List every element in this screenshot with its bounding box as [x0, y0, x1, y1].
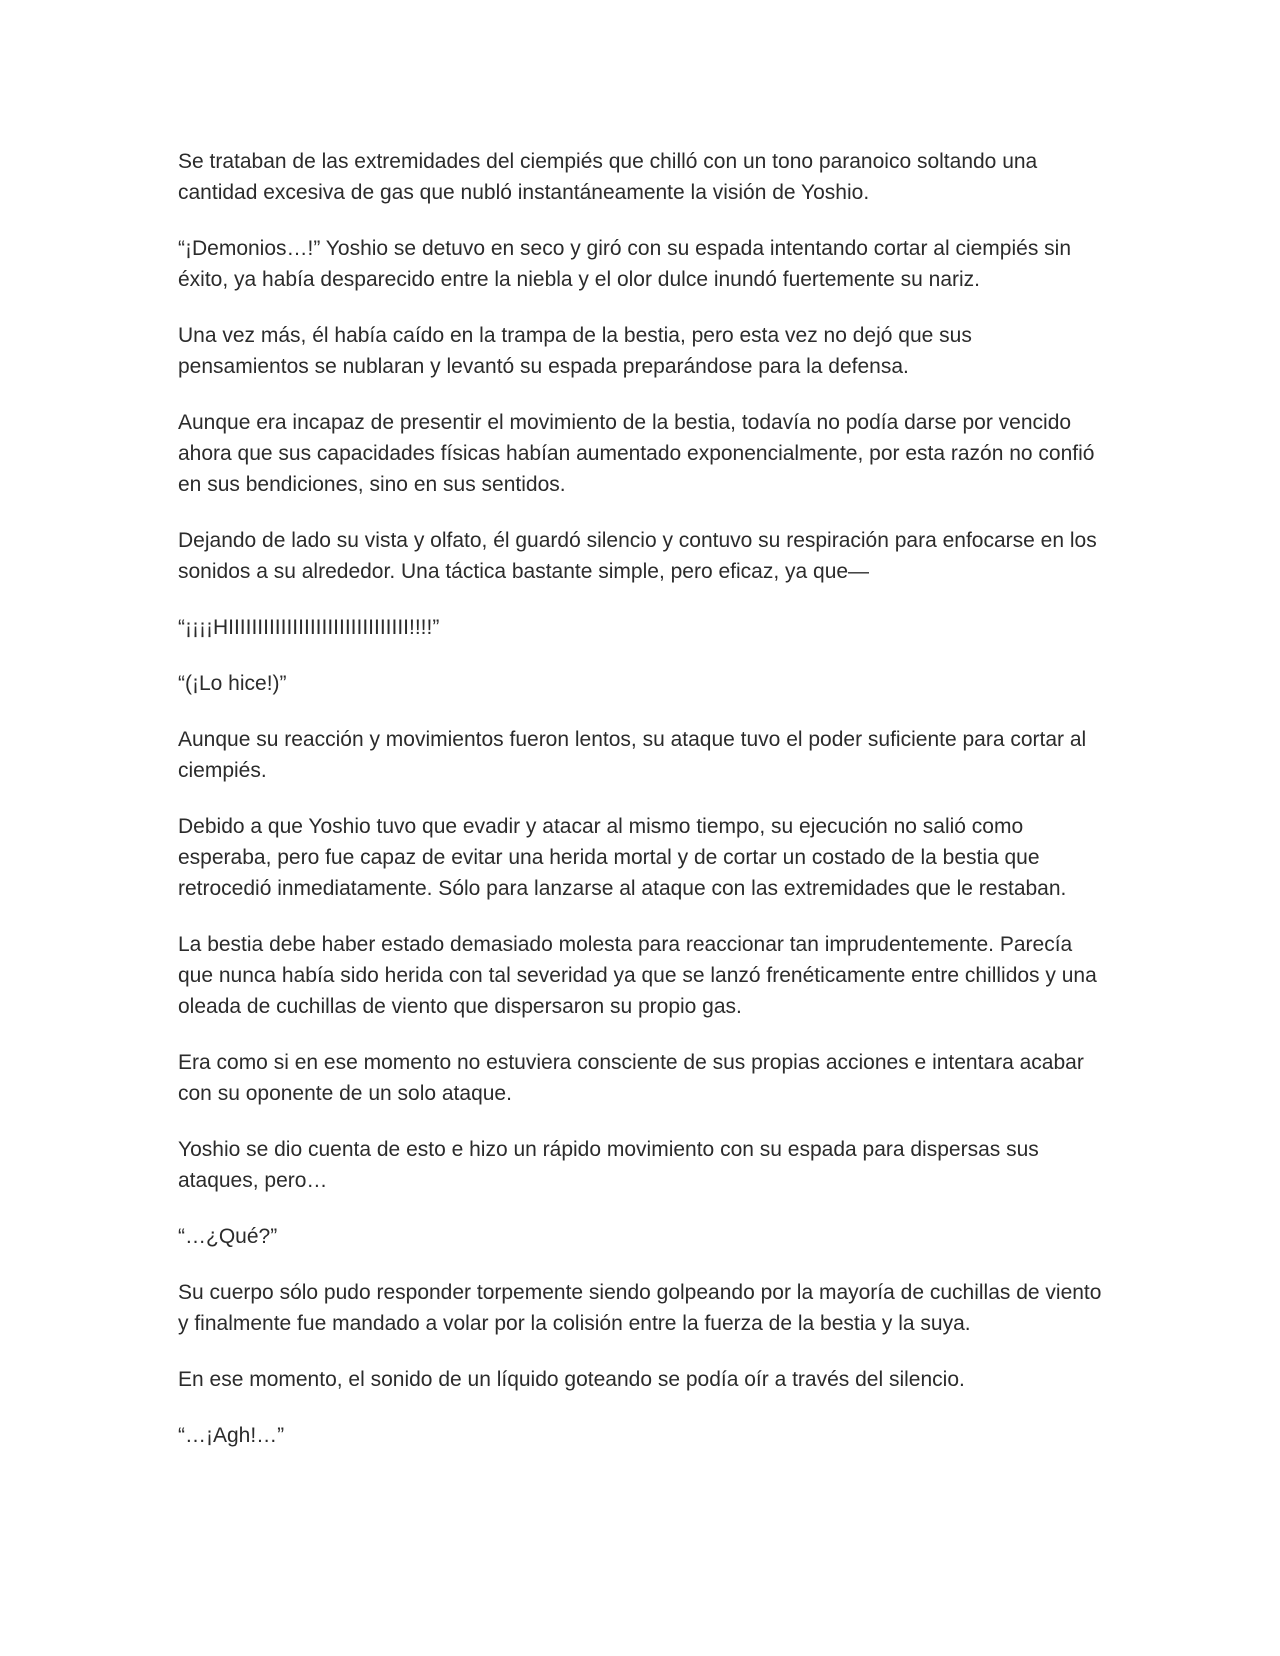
paragraph: Dejando de lado su vista y olfato, él guardó silencio y contuvo su respiración para enfocarse en los sonidos a su alrededor. Una táctica bastante simple, pero eficaz, ya que— — [178, 529, 1097, 583]
document-body — [178, 146, 1108, 1476]
paragraph: Una vez más, él había caído en la trampa de la bestia, pero esta vez no dejó que sus pensamientos se nublaran y levantó su espada preparándose para la defensa. — [178, 324, 972, 378]
paragraph: Aunque su reacción y movimientos fueron lentos, su ataque tuvo el poder suficiente para cortar al ciempiés. — [178, 728, 1087, 782]
paragraph: Era como si en ese momento no estuviera consciente de sus propias acciones e intentara acabar con su oponente de un solo ataque. — [178, 1051, 1084, 1105]
paragraph: Se trataban de las extremidades del ciempiés que chilló con un tono paranoico soltando una cantidad excesiva de gas que nubló instantáneamente la visión de Yoshio. — [178, 150, 1038, 204]
paragraph: Aunque era incapaz de presentir el movimiento de la bestia, todavía no podía darse por vencido ahora que sus capacidades físicas habían aumentado exponencialmente, por esta razón no confió en sus bendiciones, sino en sus sentidos. — [178, 411, 1095, 496]
paragraph: Yoshio se dio cuenta de esto e hizo un rápido movimiento con su espada para dispersas sus ataques, pero… — [178, 1138, 1039, 1192]
dialogue-line: “…¿Qué?” — [178, 1225, 278, 1248]
dialogue-line: “(¡Lo hice!)” — [178, 672, 287, 695]
paragraph: Su cuerpo sólo pudo responder torpemente siendo golpeando por la mayoría de cuchillas de viento y finalmente fue mandado a volar por la colisión entre la fuerza de la bestia y la suya. — [178, 1281, 1102, 1335]
paragraph: “¡Demonios…!” Yoshio se detuvo en seco y giró con su espada intentando cortar al ciempiés sin éxito, ya había desparecido entre la niebla y el olor dulce inundó fuertemente su nariz. — [178, 237, 1071, 291]
paragraph: Debido a que Yoshio tuvo que evadir y atacar al mismo tiempo, su ejecución no salió como esperaba, pero fue capaz de evitar una herida mortal y de cortar un costado de la bestia que retrocedió inmediatamente. Sólo para lanzarse al ataque con las extremidades que le restaban. — [178, 815, 1067, 900]
paragraph: En ese momento, el sonido de un líquido goteando se podía oír a través del silencio. — [178, 1368, 965, 1391]
dialogue-line: “…¡Agh!…” — [178, 1424, 285, 1447]
dialogue-line: “¡¡¡¡HIIIIIIIIIIIIIIIIIIIIIIIIIIIIIII!!!!” — [178, 616, 440, 639]
paragraph: La bestia debe haber estado demasiado molesta para reaccionar tan imprudentemente. Parecía que nunca había sido herida con tal severidad ya que se lanzó frenéticamente entre chillidos y una oleada de cuchillas de viento que dispersaron su propio gas. — [178, 933, 1097, 1018]
